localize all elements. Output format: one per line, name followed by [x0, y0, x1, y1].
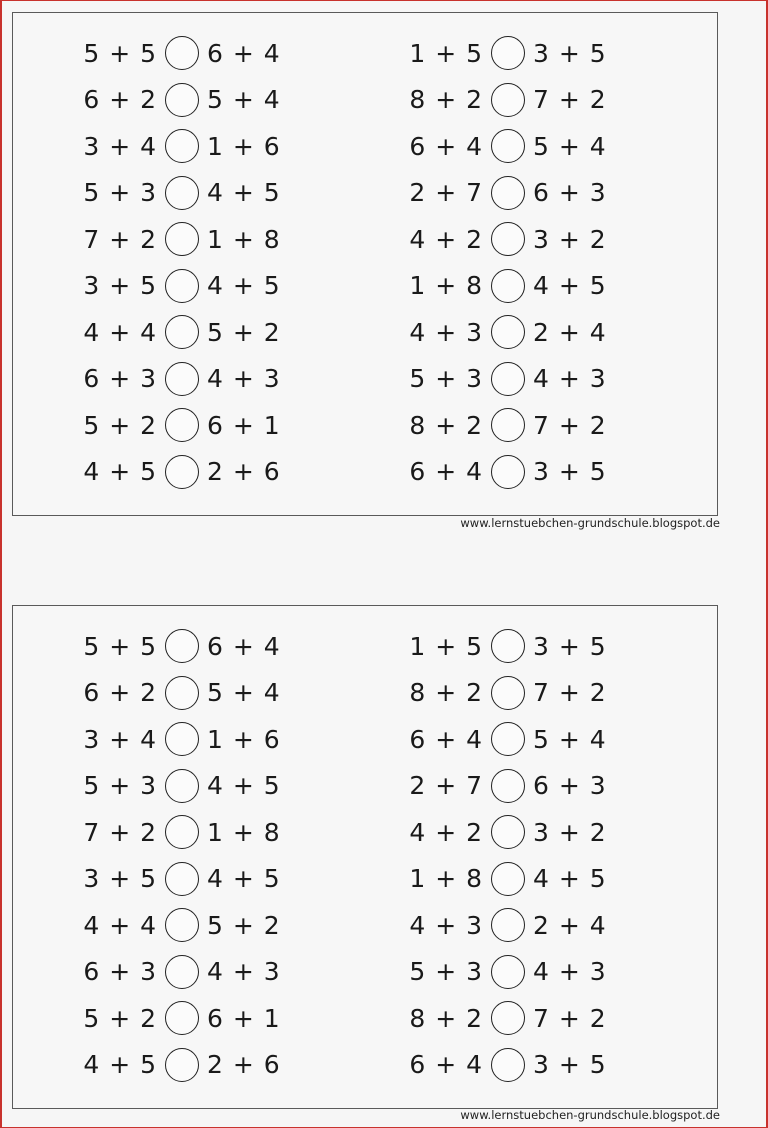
right-expression: 6 + 1 — [207, 410, 281, 440]
right-expression: 6 + 1 — [207, 1003, 281, 1033]
left-expression: 3 + 4 — [83, 724, 157, 754]
right-expression: 3 + 5 — [533, 457, 607, 487]
right-expression: 4 + 5 — [207, 771, 281, 801]
comparison-row — [75, 763, 335, 810]
worksheet-card-bottom — [12, 605, 718, 1109]
left-expression: 3 + 5 — [83, 864, 157, 894]
right-expression: 7 + 2 — [533, 85, 607, 115]
right-expression: 2 + 4 — [533, 317, 607, 347]
comparison-row — [75, 170, 335, 217]
comparison-answer-circle[interactable] — [165, 129, 199, 163]
comparison-answer-circle[interactable] — [165, 176, 199, 210]
comparison-answer-circle[interactable] — [165, 722, 199, 756]
comparison-answer-circle[interactable] — [165, 1001, 199, 1035]
comparison-row — [401, 995, 661, 1042]
comparison-row — [75, 856, 335, 903]
comparison-row — [401, 77, 661, 124]
left-expression: 4 + 3 — [409, 317, 483, 347]
comparison-answer-circle[interactable] — [491, 83, 525, 117]
left-expression: 6 + 4 — [409, 457, 483, 487]
comparison-row — [75, 949, 335, 996]
comparison-answer-circle[interactable] — [491, 362, 525, 396]
comparison-row — [401, 309, 661, 356]
comparison-row — [75, 995, 335, 1042]
comparison-row — [75, 309, 335, 356]
comparison-answer-circle[interactable] — [165, 862, 199, 896]
left-expression: 5 + 2 — [83, 1003, 157, 1033]
comparison-answer-circle[interactable] — [491, 676, 525, 710]
comparison-answer-circle[interactable] — [165, 769, 199, 803]
comparison-row — [401, 1042, 661, 1089]
left-expression: 8 + 2 — [409, 678, 483, 708]
comparison-row — [75, 902, 335, 949]
comparison-row — [75, 30, 335, 77]
right-expression: 6 + 4 — [207, 631, 281, 661]
comparison-answer-circle[interactable] — [491, 1001, 525, 1035]
left-expression: 6 + 2 — [83, 678, 157, 708]
comparison-answer-circle[interactable] — [491, 269, 525, 303]
comparison-answer-circle[interactable] — [491, 455, 525, 489]
comparison-row — [401, 949, 661, 996]
comparison-row — [75, 123, 335, 170]
left-expression: 6 + 4 — [409, 131, 483, 161]
comparison-answer-circle[interactable] — [165, 315, 199, 349]
right-expression: 3 + 5 — [533, 38, 607, 68]
comparison-answer-circle[interactable] — [491, 1048, 525, 1082]
right-expression: 4 + 3 — [207, 957, 281, 987]
left-expression: 6 + 4 — [409, 724, 483, 754]
left-expression: 4 + 4 — [83, 317, 157, 347]
comparison-answer-circle[interactable] — [491, 629, 525, 663]
right-expression: 6 + 3 — [533, 771, 607, 801]
right-expression: 4 + 3 — [533, 364, 607, 394]
right-expression: 2 + 6 — [207, 457, 281, 487]
comparison-row — [75, 263, 335, 310]
comparison-answer-circle[interactable] — [491, 769, 525, 803]
right-expression: 5 + 4 — [207, 85, 281, 115]
right-expression: 6 + 3 — [533, 178, 607, 208]
comparison-answer-circle[interactable] — [491, 129, 525, 163]
left-expression: 3 + 4 — [83, 131, 157, 161]
comparison-row — [401, 670, 661, 717]
comparison-answer-circle[interactable] — [491, 722, 525, 756]
left-expression: 5 + 5 — [83, 631, 157, 661]
comparison-row — [401, 170, 661, 217]
comparison-answer-circle[interactable] — [491, 908, 525, 942]
right-expression: 2 + 6 — [207, 1050, 281, 1080]
right-expression: 7 + 2 — [533, 1003, 607, 1033]
comparison-answer-circle[interactable] — [165, 408, 199, 442]
comparison-row — [75, 716, 335, 763]
right-expression: 4 + 5 — [533, 271, 607, 301]
right-expression: 3 + 2 — [533, 817, 607, 847]
left-expression: 6 + 3 — [83, 957, 157, 987]
comparison-answer-circle[interactable] — [165, 955, 199, 989]
left-expression: 5 + 3 — [409, 364, 483, 394]
comparison-column-right — [401, 623, 661, 1088]
left-expression: 4 + 2 — [409, 817, 483, 847]
right-expression: 3 + 5 — [533, 1050, 607, 1080]
left-expression: 5 + 2 — [83, 410, 157, 440]
right-expression: 3 + 5 — [533, 631, 607, 661]
right-expression: 4 + 5 — [207, 864, 281, 894]
left-expression: 8 + 2 — [409, 410, 483, 440]
left-expression: 6 + 3 — [83, 364, 157, 394]
right-expression: 7 + 2 — [533, 410, 607, 440]
comparison-column-left — [75, 623, 335, 1088]
left-expression: 4 + 4 — [83, 910, 157, 940]
left-expression: 5 + 5 — [83, 38, 157, 68]
comparison-row — [401, 123, 661, 170]
right-expression: 1 + 8 — [207, 817, 281, 847]
comparison-row — [401, 30, 661, 77]
comparison-answer-circle[interactable] — [165, 36, 199, 70]
comparison-row — [75, 449, 335, 496]
comparison-answer-circle[interactable] — [491, 222, 525, 256]
comparison-row — [401, 263, 661, 310]
left-expression: 7 + 2 — [83, 817, 157, 847]
comparison-row — [401, 623, 661, 670]
right-expression: 4 + 5 — [533, 864, 607, 894]
comparison-column-right — [401, 30, 661, 495]
left-expression: 1 + 5 — [409, 38, 483, 68]
left-expression: 4 + 2 — [409, 224, 483, 254]
right-expression: 5 + 2 — [207, 317, 281, 347]
right-expression: 5 + 2 — [207, 910, 281, 940]
comparison-row — [401, 402, 661, 449]
comparison-answer-circle[interactable] — [165, 815, 199, 849]
comparison-answer-circle[interactable] — [491, 955, 525, 989]
worksheet-card-top — [12, 12, 718, 516]
comparison-answer-circle[interactable] — [165, 908, 199, 942]
right-expression: 4 + 3 — [533, 957, 607, 987]
comparison-answer-circle[interactable] — [491, 176, 525, 210]
comparison-answer-circle[interactable] — [165, 269, 199, 303]
comparison-row — [401, 356, 661, 403]
left-expression: 8 + 2 — [409, 1003, 483, 1033]
source-url: www.lernstuebchen-grundschule.blogspot.de — [460, 1108, 720, 1122]
comparison-row — [401, 763, 661, 810]
right-expression: 5 + 4 — [533, 131, 607, 161]
left-expression: 7 + 2 — [83, 224, 157, 254]
comparison-answer-circle[interactable] — [491, 862, 525, 896]
right-expression: 5 + 4 — [207, 678, 281, 708]
comparison-row — [75, 216, 335, 263]
left-expression: 6 + 4 — [409, 1050, 483, 1080]
left-expression: 1 + 8 — [409, 271, 483, 301]
left-expression: 8 + 2 — [409, 85, 483, 115]
left-expression: 5 + 3 — [409, 957, 483, 987]
right-expression: 7 + 2 — [533, 678, 607, 708]
left-expression: 1 + 5 — [409, 631, 483, 661]
right-expression: 3 + 2 — [533, 224, 607, 254]
comparison-answer-circle[interactable] — [165, 83, 199, 117]
right-expression: 4 + 5 — [207, 271, 281, 301]
comparison-answer-circle[interactable] — [165, 1048, 199, 1082]
comparison-row — [401, 809, 661, 856]
comparison-row — [401, 856, 661, 903]
left-expression: 4 + 3 — [409, 910, 483, 940]
left-expression: 4 + 5 — [83, 1050, 157, 1080]
comparison-row — [401, 716, 661, 763]
comparison-answer-circle[interactable] — [491, 408, 525, 442]
left-expression: 2 + 7 — [409, 771, 483, 801]
comparison-answer-circle[interactable] — [165, 222, 199, 256]
left-expression: 3 + 5 — [83, 271, 157, 301]
left-expression: 5 + 3 — [83, 178, 157, 208]
right-expression: 2 + 4 — [533, 910, 607, 940]
right-expression: 1 + 6 — [207, 131, 281, 161]
left-expression: 5 + 3 — [83, 771, 157, 801]
comparison-answer-circle[interactable] — [491, 315, 525, 349]
comparison-row — [75, 809, 335, 856]
comparison-answer-circle[interactable] — [165, 629, 199, 663]
left-expression: 6 + 2 — [83, 85, 157, 115]
right-expression: 4 + 3 — [207, 364, 281, 394]
right-expression: 4 + 5 — [207, 178, 281, 208]
right-expression: 5 + 4 — [533, 724, 607, 754]
left-expression: 2 + 7 — [409, 178, 483, 208]
comparison-answer-circle[interactable] — [165, 676, 199, 710]
left-expression: 4 + 5 — [83, 457, 157, 487]
comparison-row — [75, 402, 335, 449]
comparison-answer-circle[interactable] — [165, 455, 199, 489]
comparison-answer-circle[interactable] — [491, 815, 525, 849]
source-url: www.lernstuebchen-grundschule.blogspot.de — [460, 516, 720, 530]
comparison-row — [75, 1042, 335, 1089]
right-expression: 1 + 8 — [207, 224, 281, 254]
comparison-answer-circle[interactable] — [165, 362, 199, 396]
comparison-column-left — [75, 30, 335, 495]
right-expression: 6 + 4 — [207, 38, 281, 68]
comparison-row — [75, 670, 335, 717]
right-expression: 1 + 6 — [207, 724, 281, 754]
left-expression: 1 + 8 — [409, 864, 483, 894]
comparison-row — [75, 623, 335, 670]
comparison-row — [401, 216, 661, 263]
comparison-row — [75, 77, 335, 124]
comparison-row — [401, 449, 661, 496]
comparison-answer-circle[interactable] — [491, 36, 525, 70]
comparison-row — [75, 356, 335, 403]
comparison-row — [401, 902, 661, 949]
